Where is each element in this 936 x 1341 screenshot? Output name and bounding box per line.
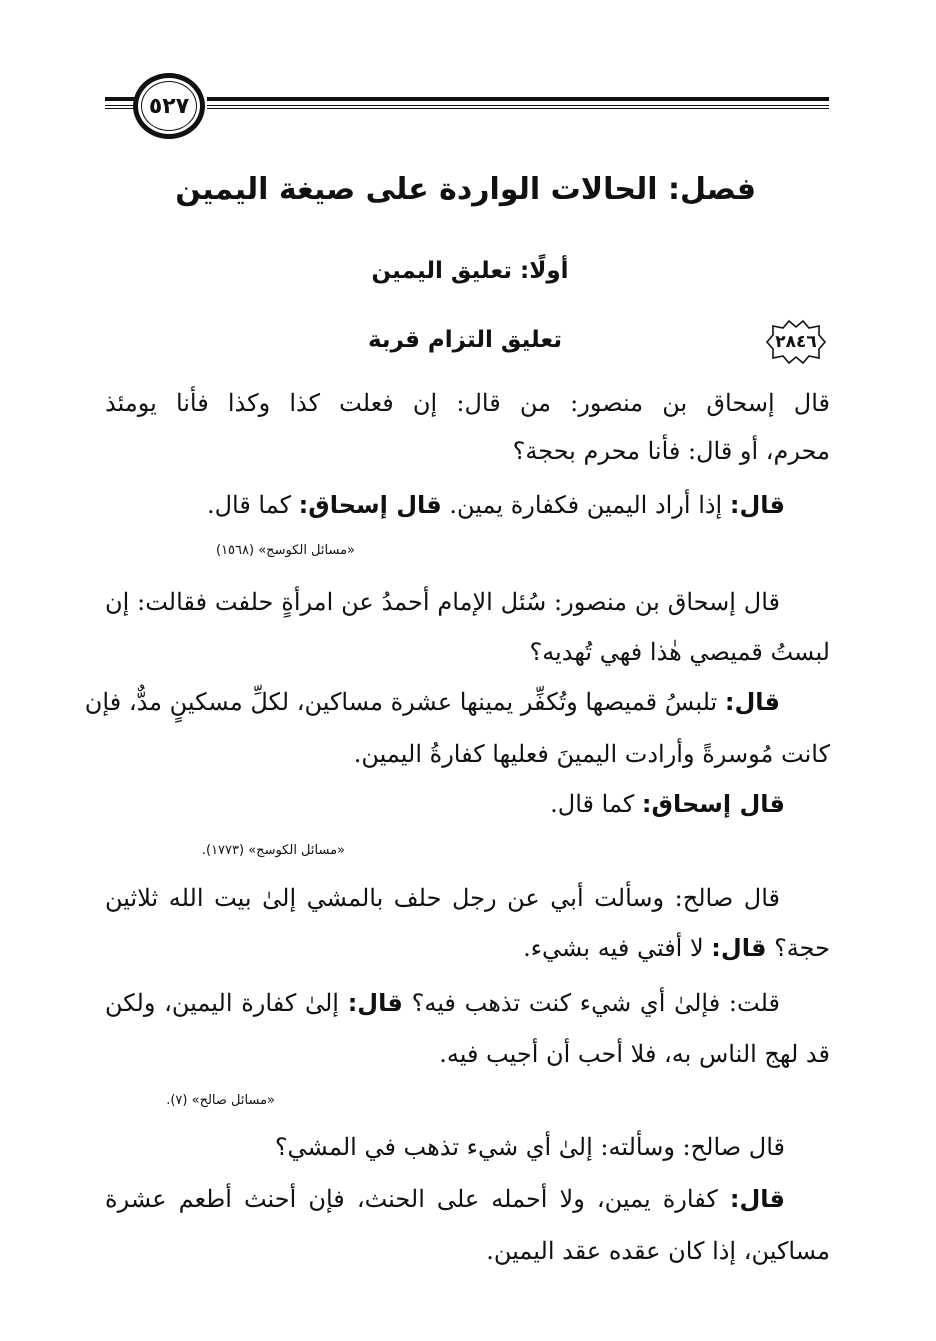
paragraph-line: قال صالح: وسألت أبي عن رجل حلف بالمشي إلىٰ بيت الله ثلاثين bbox=[105, 884, 780, 912]
answer-line bbox=[180, 488, 785, 522]
paragraph-line: لبستُ قميصي هٰذا فهي تُهديه؟ bbox=[529, 638, 830, 666]
paragraph-line bbox=[105, 985, 780, 1021]
entry-number-badge bbox=[761, 319, 831, 365]
paragraph-line: قد لهج الناس به، فلا أحب أن أجيب فيه. bbox=[439, 1040, 830, 1068]
entry-number: ٢٨٤٦ bbox=[775, 332, 817, 352]
paragraph-line: قال إسحاق بن منصور: من قال: إن فعلت كذا وكذا فأنا يومئذ bbox=[105, 389, 830, 417]
speaker-label: قال: bbox=[347, 989, 403, 1017]
answer-text: كما قال. bbox=[550, 790, 642, 818]
answer-text: لا أفتي فيه بشيء. bbox=[523, 934, 712, 962]
paragraph-line: محرم، أو قال: فأنا محرم بحجة؟ bbox=[512, 437, 830, 465]
paragraph-line: قال صالح: وسألته: إلىٰ أي شيء تذهب في المشي؟ bbox=[274, 1133, 785, 1161]
speaker-label: قال: bbox=[729, 1185, 786, 1213]
paragraph-text: حجة؟ bbox=[766, 934, 830, 962]
answer-text: تلبسُ قميصها وتُكفِّر يمينها عشرة مساكين، لكلِّ مسكينٍ مدٌّ، فإن bbox=[84, 688, 725, 716]
speaker-label: قال إسحاق: bbox=[641, 790, 785, 818]
source-citation: «مسائل الكوسج» (١٥٦٨) bbox=[216, 543, 355, 558]
page-number: ٥٢٧ bbox=[133, 73, 205, 139]
speaker-label: قال: bbox=[711, 934, 767, 962]
paragraph-line: مساكين، إذا كان عقده عقد اليمين. bbox=[486, 1237, 830, 1265]
source-citation: «مسائل صالح» (٧). bbox=[166, 1093, 275, 1108]
answer-line bbox=[350, 930, 830, 966]
entry-title: تعليق التزام قربة bbox=[367, 327, 562, 353]
answer-text: كما قال. bbox=[206, 491, 299, 519]
question-text: قلت: فإلىٰ أي شيء كنت تذهب فيه؟ bbox=[402, 989, 780, 1017]
answer-line bbox=[105, 1181, 785, 1217]
paragraph-line: كانت مُوسرةً وأرادت اليمينَ فعليها كفارةُ اليمين. bbox=[353, 740, 830, 768]
speaker-label: قال إسحاق: bbox=[298, 491, 442, 519]
source-citation: «مسائل الكوسج» (١٧٧٣). bbox=[201, 843, 345, 858]
answer-line bbox=[500, 786, 785, 822]
header-rule bbox=[207, 95, 829, 115]
speaker-label: قال: bbox=[729, 491, 785, 519]
header-rule-left bbox=[105, 95, 135, 115]
chapter-title: فصل: الحالات الواردة على صيغة اليمين bbox=[175, 172, 756, 207]
answer-text: إلىٰ كفارة اليمين، ولكن bbox=[105, 989, 348, 1017]
answer-line bbox=[84, 684, 780, 720]
answer-text: كفارة يمين، ولا أحمله على الحنث، فإن أحنث أطعم عشرة bbox=[105, 1185, 730, 1213]
answer-text: إذا أراد اليمين فكفارة يمين. bbox=[441, 491, 730, 519]
paragraph-line: قال إسحاق بن منصور: سُئل الإمام أحمدُ عن امرأةٍ حلفت فقالت: إن bbox=[105, 588, 780, 616]
speaker-label: قال: bbox=[724, 688, 780, 716]
section-title: أولًا: تعليق اليمين bbox=[371, 258, 569, 284]
